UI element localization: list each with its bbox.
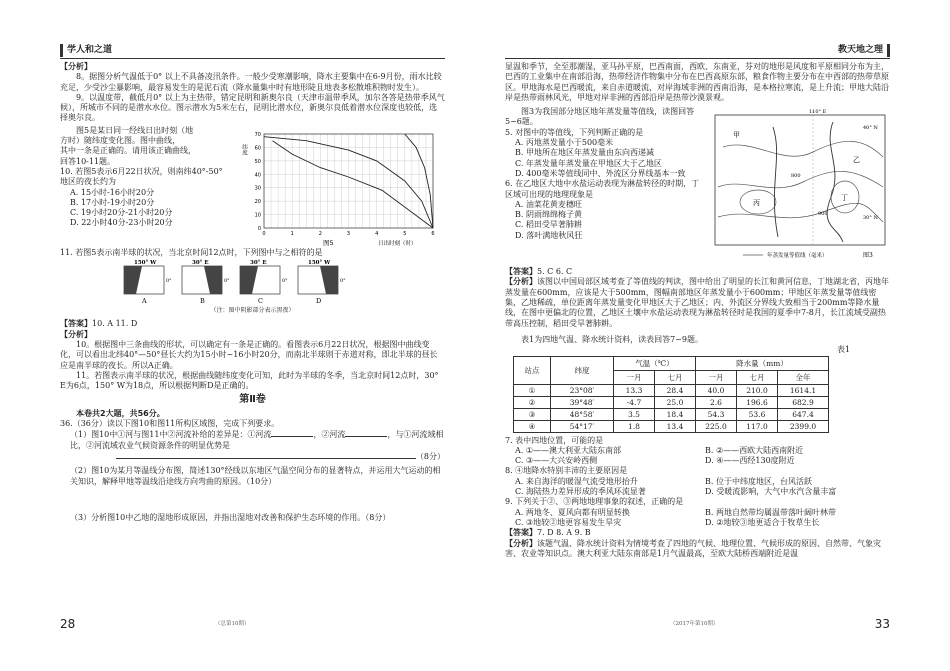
table-cell: 13.4	[655, 420, 696, 432]
x-tick-label: 5	[403, 230, 407, 237]
left-footer: （总第10期）	[215, 621, 250, 627]
table-1-title: 表1	[836, 345, 850, 355]
y-tick-label: 0	[257, 225, 261, 232]
y-tick-label: 30	[254, 185, 261, 192]
table-1	[513, 356, 829, 433]
q36-sub1-score-line	[60, 451, 445, 462]
table-body	[514, 384, 829, 432]
table-cell: 39°48′	[551, 396, 614, 408]
figure-5-caption: 图5	[323, 238, 334, 247]
table-cell: 117.0	[737, 420, 778, 432]
answer-3	[505, 528, 890, 538]
q10-option-a: A. 15小时-16小时20分	[70, 187, 155, 197]
right-intro-para: 显温和季节，全至那潮湿，亚马孙平原，巴西南面，西欧、东南亚，芬对的地形是风度和平原相同分布为主，巴西的工业集中在南部沿海，热带经济作物集中分布在巴西高原东部，粮食作物主要分布在中西部的热带草原区。甲地海水是巴西暖流，来自赤道暖流，对岸海域非洲的西南沿海，是本格拉寒流，是上升流；甲地大陆沿岸是热带雨林风光，甲地对岸非洲的西部沿岸是热带沙漠景观。	[505, 62, 889, 102]
q36-sub1b-text: ，②河流	[313, 430, 346, 440]
table-cell: 210.0	[737, 384, 778, 396]
q36-sub3: （3）分析图10中乙地的湿地形成原因，并指出湿地对改善和保护生态环境的作用。（8分）	[70, 512, 391, 522]
figure-3-map	[713, 107, 890, 267]
analysis-tag-1: 【分析】	[60, 62, 92, 71]
q36-sub2-answer-space	[60, 487, 445, 513]
table-cell: 18.4	[655, 408, 696, 420]
q8-option-d: D. 受暖流影响，大气中水汽含量丰富	[705, 487, 837, 497]
table-cell: 3.5	[614, 408, 655, 420]
diagram-letter: A	[142, 297, 147, 306]
q9-option-c: C. ③地较②地更容易发生旱灾	[515, 517, 622, 527]
table-cell: 13.3	[614, 384, 655, 396]
table-cell: -4.7	[614, 396, 655, 408]
diagram-letter: C	[258, 297, 263, 306]
q6-option-d: D. 落叶满地秋风狂	[515, 230, 583, 240]
section-title: 第Ⅱ卷	[239, 394, 266, 406]
figure-5-svg	[238, 126, 445, 248]
q36-stem: 36.（36分）读以下图10和图11所构区域图，完成下列要求。	[60, 419, 280, 429]
x-tick-label: 2	[318, 230, 322, 237]
right-footer: （2017年第10期）	[670, 621, 719, 627]
q9-option-b: B. 两地自然带均属温带落叶阔叶林带	[705, 507, 836, 517]
right-header: 教天地之理	[838, 44, 890, 57]
map-label-ding: 丁	[841, 194, 848, 203]
q9-option-d: D. ②地较③地更适合于牧草生长	[705, 517, 820, 527]
table-cell: 40.0	[696, 384, 737, 396]
table-cell: 54.3	[696, 408, 737, 420]
analysis-2-tag: 【分析】	[60, 329, 92, 339]
q7-options	[505, 446, 890, 467]
table-cell: 48°58′	[551, 408, 614, 420]
map-lat-top: 40° N	[863, 125, 878, 132]
q11-stem: 11. 若图5表示南半球的状况，当北京时间12点时，下列图中与之相符的是	[60, 247, 323, 257]
q7-option-a: A. ①——澳大利亚大陆东南部	[515, 445, 622, 455]
table-cell: 2399.0	[778, 420, 829, 432]
y-tick-label: 40	[254, 172, 261, 179]
table-cell: 25.0	[655, 396, 696, 408]
q36-blank-1[interactable]	[271, 429, 313, 437]
table-cell: 23°08′	[551, 384, 614, 396]
q9-option-a: A. 两地冬、夏风向都有明显转换	[515, 507, 630, 517]
q8-option-a: A. 来自海洋的暖湿气流受地形抬升	[515, 476, 638, 486]
table-row	[514, 396, 829, 408]
th-precip: 降水量（mm）	[696, 356, 829, 370]
y-tick-label: 60	[254, 145, 261, 152]
q5-option-a: A. 丙地蒸发量小于500毫米	[515, 138, 614, 148]
q9-options	[505, 508, 890, 529]
table-cell: 196.6	[737, 396, 778, 408]
answer-1-tag: 【答案】	[60, 319, 92, 329]
answer-3-tag: 【答案】	[505, 528, 537, 538]
right-header-rule	[505, 58, 890, 59]
answer-3-text: 7. D 8. A 9. B	[537, 528, 591, 538]
th-jul: 七月	[655, 370, 696, 384]
table-cell: ④	[514, 420, 551, 432]
analysis-4-tag: 【分析】	[505, 538, 537, 548]
table-header-row-1	[514, 356, 829, 370]
right-page	[475, 0, 950, 671]
q10-option-c: C. 19小时20分-21小时20分	[70, 208, 173, 218]
diagram-longitude: 30° E	[192, 260, 209, 267]
q9-options-right	[695, 508, 836, 529]
answer-2-text: 5. C 6. C	[537, 267, 573, 277]
diagram-longitude: 150° W	[134, 260, 157, 267]
q10-stem: 10. 若图5表示6月22日状况，则南纬40°-50°地区的夜长约为	[60, 166, 223, 187]
right-content	[505, 62, 890, 559]
table-cell: ③	[514, 408, 551, 420]
q11-diagrams	[120, 258, 445, 306]
q7-options-right	[695, 446, 803, 467]
q9-stem: 9. 下列关于②、③两地地理事象的叙述，正确的是	[505, 497, 684, 507]
x-tick-label: 3	[346, 230, 351, 237]
q7-option-d: D. ④——西经130度附近	[705, 456, 795, 466]
map-label-yi: 乙	[853, 156, 860, 165]
q8-options-right	[695, 477, 836, 498]
y-tick-label: 70	[254, 131, 261, 138]
figure-3-svg	[713, 107, 890, 267]
x-tick-label: 0	[262, 230, 266, 237]
th-station: 站点	[514, 356, 551, 384]
map-lon-label: 110° E	[809, 109, 827, 116]
th-jan2: 一月	[696, 370, 737, 384]
x-axis-label: 日出时刻（时）	[378, 240, 417, 247]
th-jan: 一月	[614, 370, 655, 384]
left-page-number: 28	[60, 617, 76, 631]
q8-options-left	[505, 477, 695, 498]
q7-option-b: B. ②——西欧大陆西南附近	[705, 445, 804, 455]
section-intro: 本卷共2大题，共56分。	[76, 408, 165, 418]
diagram-latitude: 0°	[166, 278, 172, 285]
table-cell: 1614.1	[778, 384, 829, 396]
q8-options	[505, 477, 890, 498]
th-jul2: 七月	[737, 370, 778, 384]
answer-2-tag: 【答案】	[505, 267, 537, 277]
q8-stem: 8. ④地降水特别丰沛的主要原因是	[505, 466, 628, 476]
q7-stem: 7. 表中四地位置，可能的是	[505, 435, 604, 445]
q8-option-b: B. 位于中纬度地区，台风活跃	[705, 476, 812, 486]
table-cell: 1.8	[614, 420, 655, 432]
diagram-latitude: 0°	[340, 278, 346, 285]
analysis-3	[505, 277, 890, 328]
map-lat-bottom: 30° N	[863, 215, 878, 222]
diagram-letter: D	[316, 297, 322, 306]
q6-stem: 6. 在乙地区大地中水盐运动表现为淋盐转径的时期，丁区域可出现的地理现象是	[505, 179, 700, 199]
table-cell: 28.4	[655, 384, 696, 396]
table-cell: 225.0	[696, 420, 737, 432]
table-cell: 682.9	[778, 396, 829, 408]
table-cell: 54°17′	[551, 420, 614, 432]
q36-sub1-text: （1）图10中①河与图11中②河流补给的差异是：①河流	[70, 430, 272, 440]
analysis-2-para-1: 10。根据图中三条曲线的形状，可以确定有一条是正确的。看图表示6月22日状况，根据图中曲线变化，可以看出北纬40°—50°昼长大约为15小时~16小时20分，而南北半球则于赤道对称，即北半球的昼长应是南半球的夜长。所以A正确。	[60, 339, 438, 370]
map-label-jia: 甲	[733, 131, 740, 140]
map-caption: 图3	[863, 252, 873, 260]
q5-6-text	[505, 107, 705, 241]
curve-2	[273, 140, 434, 227]
diagram-letter: B	[200, 297, 205, 306]
q36-sub1	[60, 429, 445, 451]
answer-1-text: 10. A 11. D	[92, 319, 138, 329]
diagram-latitude: 0°	[224, 278, 230, 285]
analysis-1-para-1: 8。据图分析气温低于0° 以上不具备凌汛条件。一般少受寒潮影响，降水主要集中在6-9月份，雨水比较充足，少受沙尘暴影响，最容易发生的是泥石流（降水量集中时有地形陡且地表多松散堆积物时发生）。	[60, 72, 442, 92]
analysis-2-para-2: 11。若图表示南半球的状况，根据曲线随纬度变化可知，此时为半球的冬季，当北京时间12点时，30° E为6点，150° W为18点，所以根据判断D是正确的。	[60, 370, 439, 391]
q5-option-d: D. 400毫米等值线同中、外流区分界线基本一致	[515, 168, 686, 178]
right-page-number: 33	[874, 617, 890, 631]
q7-options-left	[505, 446, 695, 467]
q11-diagram-svg	[120, 258, 360, 306]
answer-1	[60, 319, 445, 329]
left-header-rule	[60, 58, 445, 59]
q10-11-intro-4: 回答10-11题。	[60, 156, 116, 166]
map-legend: 年蒸发量等值线（毫米）	[767, 253, 828, 260]
q36-blank-2[interactable]	[345, 429, 387, 437]
th-year: 全年	[778, 370, 829, 384]
q5-6-intro: 图3为我国部分地区地年蒸发量等值线，读图回答5~6题。	[505, 107, 695, 127]
table-row	[514, 408, 829, 420]
y-tick-label: 50	[254, 158, 261, 165]
map-value-800: 800	[791, 173, 801, 180]
diagram-latitude: 0°	[282, 278, 288, 285]
analysis-4-text: 该题气温、降水统计资料为情境考查了四地的气候、地理位置、气候形成的原因、自然带、气象灾害、农业等知识点。澳大利亚大陆东南部是1月气温最高，至欧大陆桥西端附近是温	[505, 538, 881, 558]
q10-option-d: D. 22小时40分-23小时20分	[70, 218, 173, 228]
table-cell: 647.4	[778, 408, 829, 420]
q36-sub2: （2）图10为某月等温线分布图，简述130°经线以东地区气温空间分布的显著特点，并运用大气运动的相关知识，解释甲地等温线沿途线方向弯曲的原因。（10分）	[70, 466, 441, 486]
q6-option-a: A. 油菜花黄麦穗旺	[515, 199, 582, 209]
table-cell: ②	[514, 396, 551, 408]
q10-11-block	[60, 126, 445, 248]
q10-option-b: B. 17小时-19小时20分	[70, 197, 155, 207]
x-tick-label: 4	[375, 230, 379, 237]
th-lat: 纬度	[551, 356, 614, 384]
q7-option-c: C. ③——大兴安岭西侧	[515, 456, 598, 466]
map-frame	[715, 115, 885, 245]
answer-2	[505, 267, 890, 277]
q5-stem: 5. 对图中的等值线，下列判断正确的是	[505, 127, 644, 137]
q5-option-c: C. 年蒸发量年蒸发量在甲地区大于乙地区	[515, 158, 662, 168]
table-cell: ①	[514, 384, 551, 396]
x-tick-label: 1	[290, 230, 294, 237]
q8-option-c: C. 海陆热力差异形成的季风环流显著	[515, 487, 646, 497]
analysis-4	[505, 539, 890, 560]
q6-option-c: C. 稻田受旱著肺耕	[515, 220, 582, 230]
diagram-longitude: 30° E	[250, 260, 267, 267]
q7-9-intro: 表1为四地气温、降水统计资料，读表回答7~9题。	[521, 334, 703, 344]
table-row	[514, 420, 829, 432]
q10-11-text	[60, 126, 230, 229]
map-value-900: 900	[818, 211, 828, 218]
y-axis-label: 纬度	[241, 143, 247, 155]
q10-11-intro-1: 图5是某日同一经线日出时刻（地	[76, 125, 194, 135]
table-cell: 53.6	[737, 408, 778, 420]
q5-option-b: B. 甲地所在地区年蒸发量由东向西递减	[515, 148, 654, 158]
q36-blank-3[interactable]	[116, 451, 416, 459]
q9-options-left	[505, 508, 695, 529]
diagram-longitude: 150° W	[308, 260, 331, 267]
q6-option-b: B. 阴雨绵绵梅子黄	[515, 210, 582, 220]
left-header: 学人和之道	[60, 44, 112, 57]
left-content	[60, 62, 445, 523]
q36-sub1c-text: ，与①河流域相比，②河流域农业气候资源条件的明显优势是	[70, 430, 444, 450]
figure-5-chart	[238, 126, 445, 248]
q11-fig-note: （注：图中阴影部分表示黑夜）	[210, 307, 295, 315]
q36-sub1-score: （8分）	[415, 451, 445, 461]
map-label-bing: 丙	[753, 199, 760, 208]
q5-6-block	[505, 107, 890, 267]
q10-11-intro-3: 其中一条是正确的。请用该正确曲线，	[60, 146, 196, 156]
x-tick-label: 6	[431, 230, 435, 237]
q10-11-intro-2: 方时）随纬度变化图。图中曲线，	[60, 136, 180, 146]
th-temp: 气温（℃）	[614, 356, 696, 370]
y-tick-label: 10	[254, 212, 261, 219]
analysis-3-tag: 【分析】	[505, 277, 537, 287]
analysis-1-para-2: 9。以温度带，截低月0° 以上为主热带，错定昆明和新奥尔良（天津市温带季风，加尔各答是热带季风气候），所城市不同的是潜水水位。图示潜水为5米左右，昆明比潜水位，新奥尔良低着潜水位深度也较低，选择奥尔良。	[60, 92, 445, 123]
y-tick-label: 20	[254, 198, 261, 205]
table-row	[514, 384, 829, 396]
table-cell: 2.6	[696, 396, 737, 408]
analysis-3-text: 该图以中国局部区域考查了等值线的判读，图中给出了明显的长江和黄河信息，丁地湖北省，丙地年蒸发量在600mm，应该是大于500mm，图幅南部地区年蒸发量小于600mm；甲地区年蒸发量等值线密集，乙地稀疏，单位距离年蒸发量变化甲地区大于乙地区；内、外流区分界线大致相当于200mm等降水量线，在图中更偏北的位置，乙地区土壤中水盐运动表现为淋盐转径时是我国的夏季中7-8月，长江流域受副热带高压控制，稻田受旱著肺耕。	[505, 277, 889, 328]
